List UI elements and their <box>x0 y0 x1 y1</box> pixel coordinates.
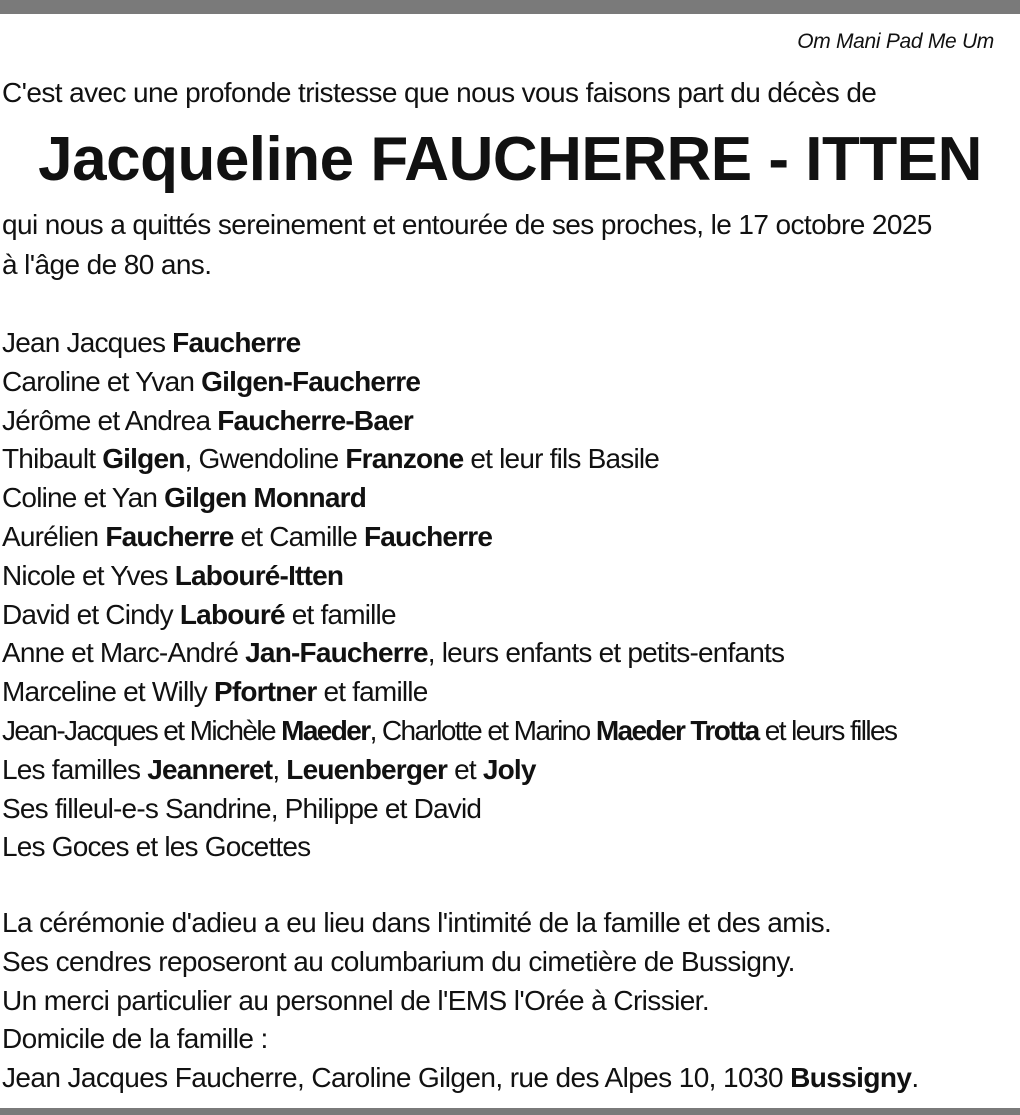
surname: Pfortner <box>213 676 317 708</box>
text-segment: Les Goces et les Gocettes <box>2 831 311 863</box>
text-segment: Jérôme et Andrea <box>2 404 218 436</box>
text-segment: , leurs enfants et petits-enfants <box>427 637 785 669</box>
ceremony-line <box>2 905 831 941</box>
ceremony-line <box>2 944 795 980</box>
circumstances-line: qui nous a quittés sereinement et entourée de ses proches, le 17 octobre 2025 <box>2 209 932 240</box>
surname: Bussigny <box>790 1062 912 1094</box>
surname: Maeder Trotta <box>595 715 759 746</box>
surname: Gilgen Monnard <box>164 482 367 514</box>
text-segment: Ses cendres reposeront au columbarium du cimetière de Bussigny. <box>2 945 795 977</box>
text-segment: Ses filleul-e-s Sandrine, Philippe et David <box>2 792 482 824</box>
text-segment: , <box>272 753 287 785</box>
family-line <box>2 519 492 555</box>
surname: Faucherre <box>105 521 234 552</box>
surname: Joly <box>482 753 536 785</box>
text-segment: Nicole et Yves <box>2 559 175 591</box>
family-line <box>2 597 396 633</box>
surname: Leuenberger <box>286 753 448 785</box>
text-segment: Aurélien <box>2 521 106 552</box>
surname: Labouré-Itten <box>174 559 344 591</box>
family-line <box>2 364 420 400</box>
surname: Gilgen-Faucherre <box>201 365 421 397</box>
family-line <box>2 829 310 865</box>
family-line <box>2 635 784 671</box>
surname: Gilgen <box>102 443 185 475</box>
family-line <box>2 403 413 439</box>
family-line <box>2 674 428 710</box>
text-segment: , Charlotte et Marino <box>369 715 596 746</box>
text-segment: Caroline et Yvan <box>2 365 202 397</box>
text-segment: David et Cindy <box>2 598 180 630</box>
surname: Faucherre <box>363 521 493 552</box>
family-line <box>2 752 536 788</box>
text-segment: Les familles <box>2 753 148 785</box>
intro-text: C'est avec une profonde tristesse que nous vous faisons part du décès de <box>2 77 877 108</box>
surname: Maeder <box>281 715 370 746</box>
top-rule <box>0 0 1020 14</box>
text-segment: Un merci particulier au personnel de l'EMS l'Orée à Crissier. <box>2 984 710 1016</box>
surname: Jan-Faucherre <box>245 637 428 669</box>
text-segment: Coline et Yan <box>2 482 165 514</box>
text-segment: La cérémonie d'adieu a eu lieu dans l'intimité de la famille et des amis. <box>2 907 832 938</box>
surname: Labouré <box>179 598 285 630</box>
text-segment: Jean-Jacques et Michèle <box>2 715 282 746</box>
surname: Faucherre <box>172 327 301 358</box>
text-segment: et leur fils Basile <box>463 443 660 475</box>
text-segment: Jean Jacques <box>2 327 173 358</box>
ceremony-line <box>2 983 709 1019</box>
surname: Franzone <box>345 443 464 475</box>
text-segment: et famille <box>284 598 396 630</box>
ceremony-line <box>2 1021 268 1057</box>
text-segment: et leurs filles <box>758 715 897 746</box>
text-segment: et Camille <box>233 521 364 552</box>
deceased-name: Jacqueline FAUCHERRE - ITTEN <box>38 125 982 194</box>
text-segment: Anne et Marc-André <box>2 637 246 669</box>
text-segment: . <box>911 1062 919 1094</box>
text-segment: Marceline et Willy <box>2 676 214 708</box>
motto: Om Mani Pad Me Um <box>797 30 994 53</box>
circumstances-line: à l'âge de 80 ans. <box>2 249 212 280</box>
family-line <box>2 325 300 361</box>
surname: Faucherre-Baer <box>217 404 413 436</box>
family-line <box>2 713 896 749</box>
text-segment: et <box>447 753 483 785</box>
bottom-rule <box>0 1108 1020 1115</box>
family-line <box>2 558 343 594</box>
family-line <box>2 791 481 827</box>
family-line <box>2 441 659 477</box>
text-segment: Domicile de la famille : <box>2 1023 268 1055</box>
text-segment: , Gwendoline <box>184 443 346 475</box>
ceremony-line <box>2 1060 919 1096</box>
text-segment: Thibault <box>2 443 103 475</box>
surname: Jeanneret <box>147 753 273 785</box>
text-segment: Jean Jacques Faucherre, Caroline Gilgen, rue des Alpes 10, 1030 <box>2 1062 791 1094</box>
family-line <box>2 480 366 516</box>
text-segment: et famille <box>316 676 428 708</box>
